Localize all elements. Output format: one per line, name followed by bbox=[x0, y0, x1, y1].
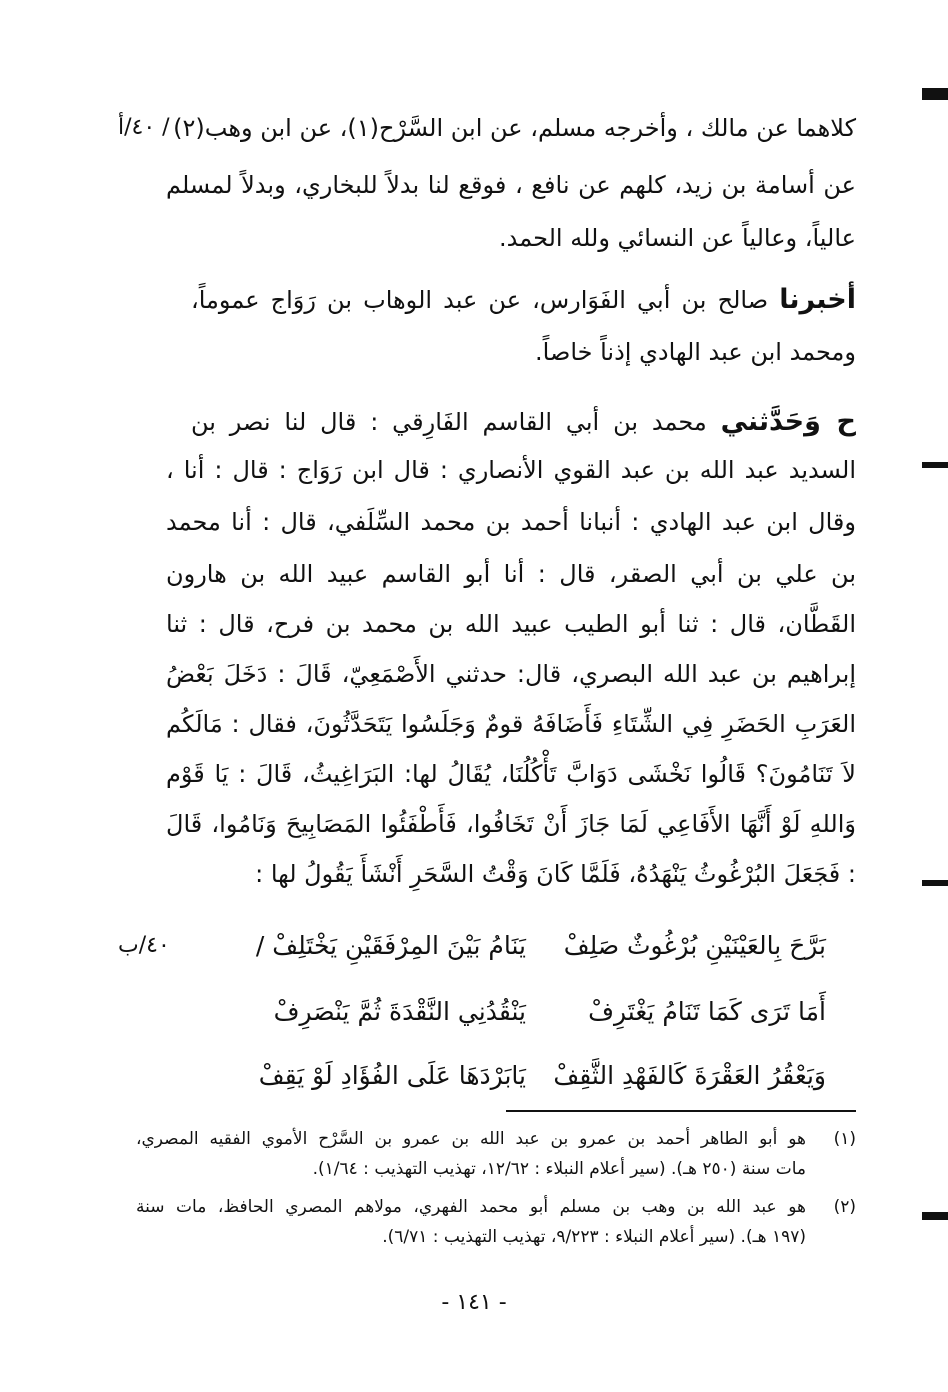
folio-margin-note: / ٤٠/أ bbox=[118, 115, 170, 140]
text-line: وقال ابن عبد الهادي : أنبانا أحمد بن محمد السِّلَفي، قال : أنا محمد bbox=[166, 508, 856, 536]
footnote-number: (١) bbox=[833, 1129, 856, 1149]
scan-edge-mark bbox=[922, 880, 948, 886]
text-line: بن علي بن أبي الصقر، قال : أنا أبو القاسم عبيد الله بن هارون bbox=[166, 560, 856, 588]
text-line: العَرَبِ الحَضَرِ فِي الشِّتَاءِ فَأَضَافَهُ قومٌ وَجَلَسُوا يَتَحَدَّثُونَ، فقال : مَالَكُم bbox=[166, 710, 856, 738]
lead-word: ح وَحَدَّثني bbox=[720, 406, 856, 437]
scan-edge-mark bbox=[922, 462, 948, 468]
verse-line bbox=[136, 1048, 856, 1104]
text-line: عالياً، وعالياً عن النسائي ولله الحمد. bbox=[499, 224, 856, 252]
text-line: القَطَّان، قال : ثنا أبو الطيب عبيد الله بن محمد بن فرح، قال : ثنا bbox=[166, 610, 856, 638]
footnote-line: مات سنة (٢٥٠ هـ). (سير أعلام النبلاء : ١٢/٦٢، تهذيب التهذيب : ١/٦٤). bbox=[312, 1159, 806, 1179]
verse-line bbox=[136, 918, 856, 974]
text-line: : فَجَعَلَ البُرْغُوثُ يَنْهَدُهُ، فَلَمَّا كَانَ وَقْتُ السَّحَرِ أَنْشَأَ يَقُولُ لها : bbox=[255, 860, 856, 888]
footnote-line: هو أبو الطاهر أحمد بن عمرو بن عبد الله بن عمرو بن السَّرْح الأموي الفقيه المصري، bbox=[136, 1129, 806, 1149]
text-line: وَاللهِ لَوْ أَنَّهَا الأَفَاعِي لَمَا جَازَ أَنْ تَخَافُوا، فَأَطْفَئُوا المَصَابِيحَ وَنَامُوا، قَالَ bbox=[166, 810, 856, 838]
footnote-line: (١٩٧ هـ). (سير أعلام النبلاء : ٩/٢٢٣، تهذيب التهذيب : ٦/٧١). bbox=[382, 1227, 806, 1247]
folio-margin-note: ٤٠/ب bbox=[118, 933, 170, 958]
text-line: كلاهما عن مالك ، وأخرجه مسلم، عن ابن السَّرْح(١)، عن ابن وهب(٢) bbox=[173, 114, 856, 142]
text-line bbox=[191, 280, 856, 320]
verse-second-hemistich: يَنْقُدُنِي النَّقْدَةَ ثُمَّ يَنْصَرِفْ bbox=[273, 997, 526, 1026]
line-text: محمد بن أبي القاسم الفَارِقي : قال لنا نصر بن bbox=[191, 408, 707, 436]
scan-edge-mark bbox=[922, 88, 948, 100]
verse-second-hemistich: يَابَرْدَهَا عَلَى الفُؤَادِ لَوْ يَقِفْ bbox=[258, 1061, 526, 1090]
line-text: صالح بن أبي الفَوَارس، عن عبد الوهاب بن رَوَاج عموماً، bbox=[191, 286, 769, 314]
lead-word: أخبرنا bbox=[779, 284, 856, 315]
verse-first-hemistich: أَمَا تَرَى كَمَا تَنَامُ يَغْتَرِفْ bbox=[588, 997, 826, 1026]
verse-line bbox=[136, 984, 856, 1040]
text-line bbox=[191, 402, 856, 442]
page-number: - ١٤١ - bbox=[441, 1290, 507, 1315]
footnote-separator bbox=[506, 1110, 856, 1112]
footnote bbox=[136, 1192, 856, 1256]
text-line: السديد عبد الله بن عبد القوي الأنصاري : قال ابن رَوَاج : قال : أنا ، bbox=[166, 456, 856, 484]
text-line: لاَ تَنَامُونَ؟ قَالُوا نَخْشَى دَوَابَّ تَأْكُلُنَا، يُقَالُ لها: البَرَاغِيثُ، قَالَ : يَا قَوْم bbox=[166, 760, 856, 788]
text-line: عن أسامة بن زيد، كلهم عن نافع ، فوقع لنا بدلاً للبخاري، وبدلاً لمسلم bbox=[166, 171, 856, 199]
footnote bbox=[136, 1124, 856, 1188]
text-line: إبراهيم بن عبد الله البصري، قال: حدثني الأَصْمَعِيّ، قَالَ : دَخَلَ بَعْضُ bbox=[166, 660, 856, 688]
footnote-number: (٢) bbox=[833, 1197, 856, 1217]
footnote-line: هو عبد الله بن وهب بن مسلم أبو محمد الفهري، مولاهم المصري الحافظ، مات سنة bbox=[136, 1197, 806, 1217]
scan-edge-mark bbox=[922, 1212, 948, 1220]
verse-second-hemistich: يَنَامُ بَيْنَ المِرْفَقَيْنِ يَخْتَلِفْ / bbox=[255, 931, 526, 960]
verse-first-hemistich: وَيَعْقُرُ العَقْرَةَ كَالفَهْدِ الثَّقِفْ bbox=[553, 1061, 826, 1090]
text-line: ومحمد ابن عبد الهادي إذناً خاصاً. bbox=[535, 338, 856, 366]
verse-first-hemistich: بَرَّحَ بِالعَيْنَيْنِ بُرْغُوثٌ صَلِفْ bbox=[563, 931, 826, 960]
